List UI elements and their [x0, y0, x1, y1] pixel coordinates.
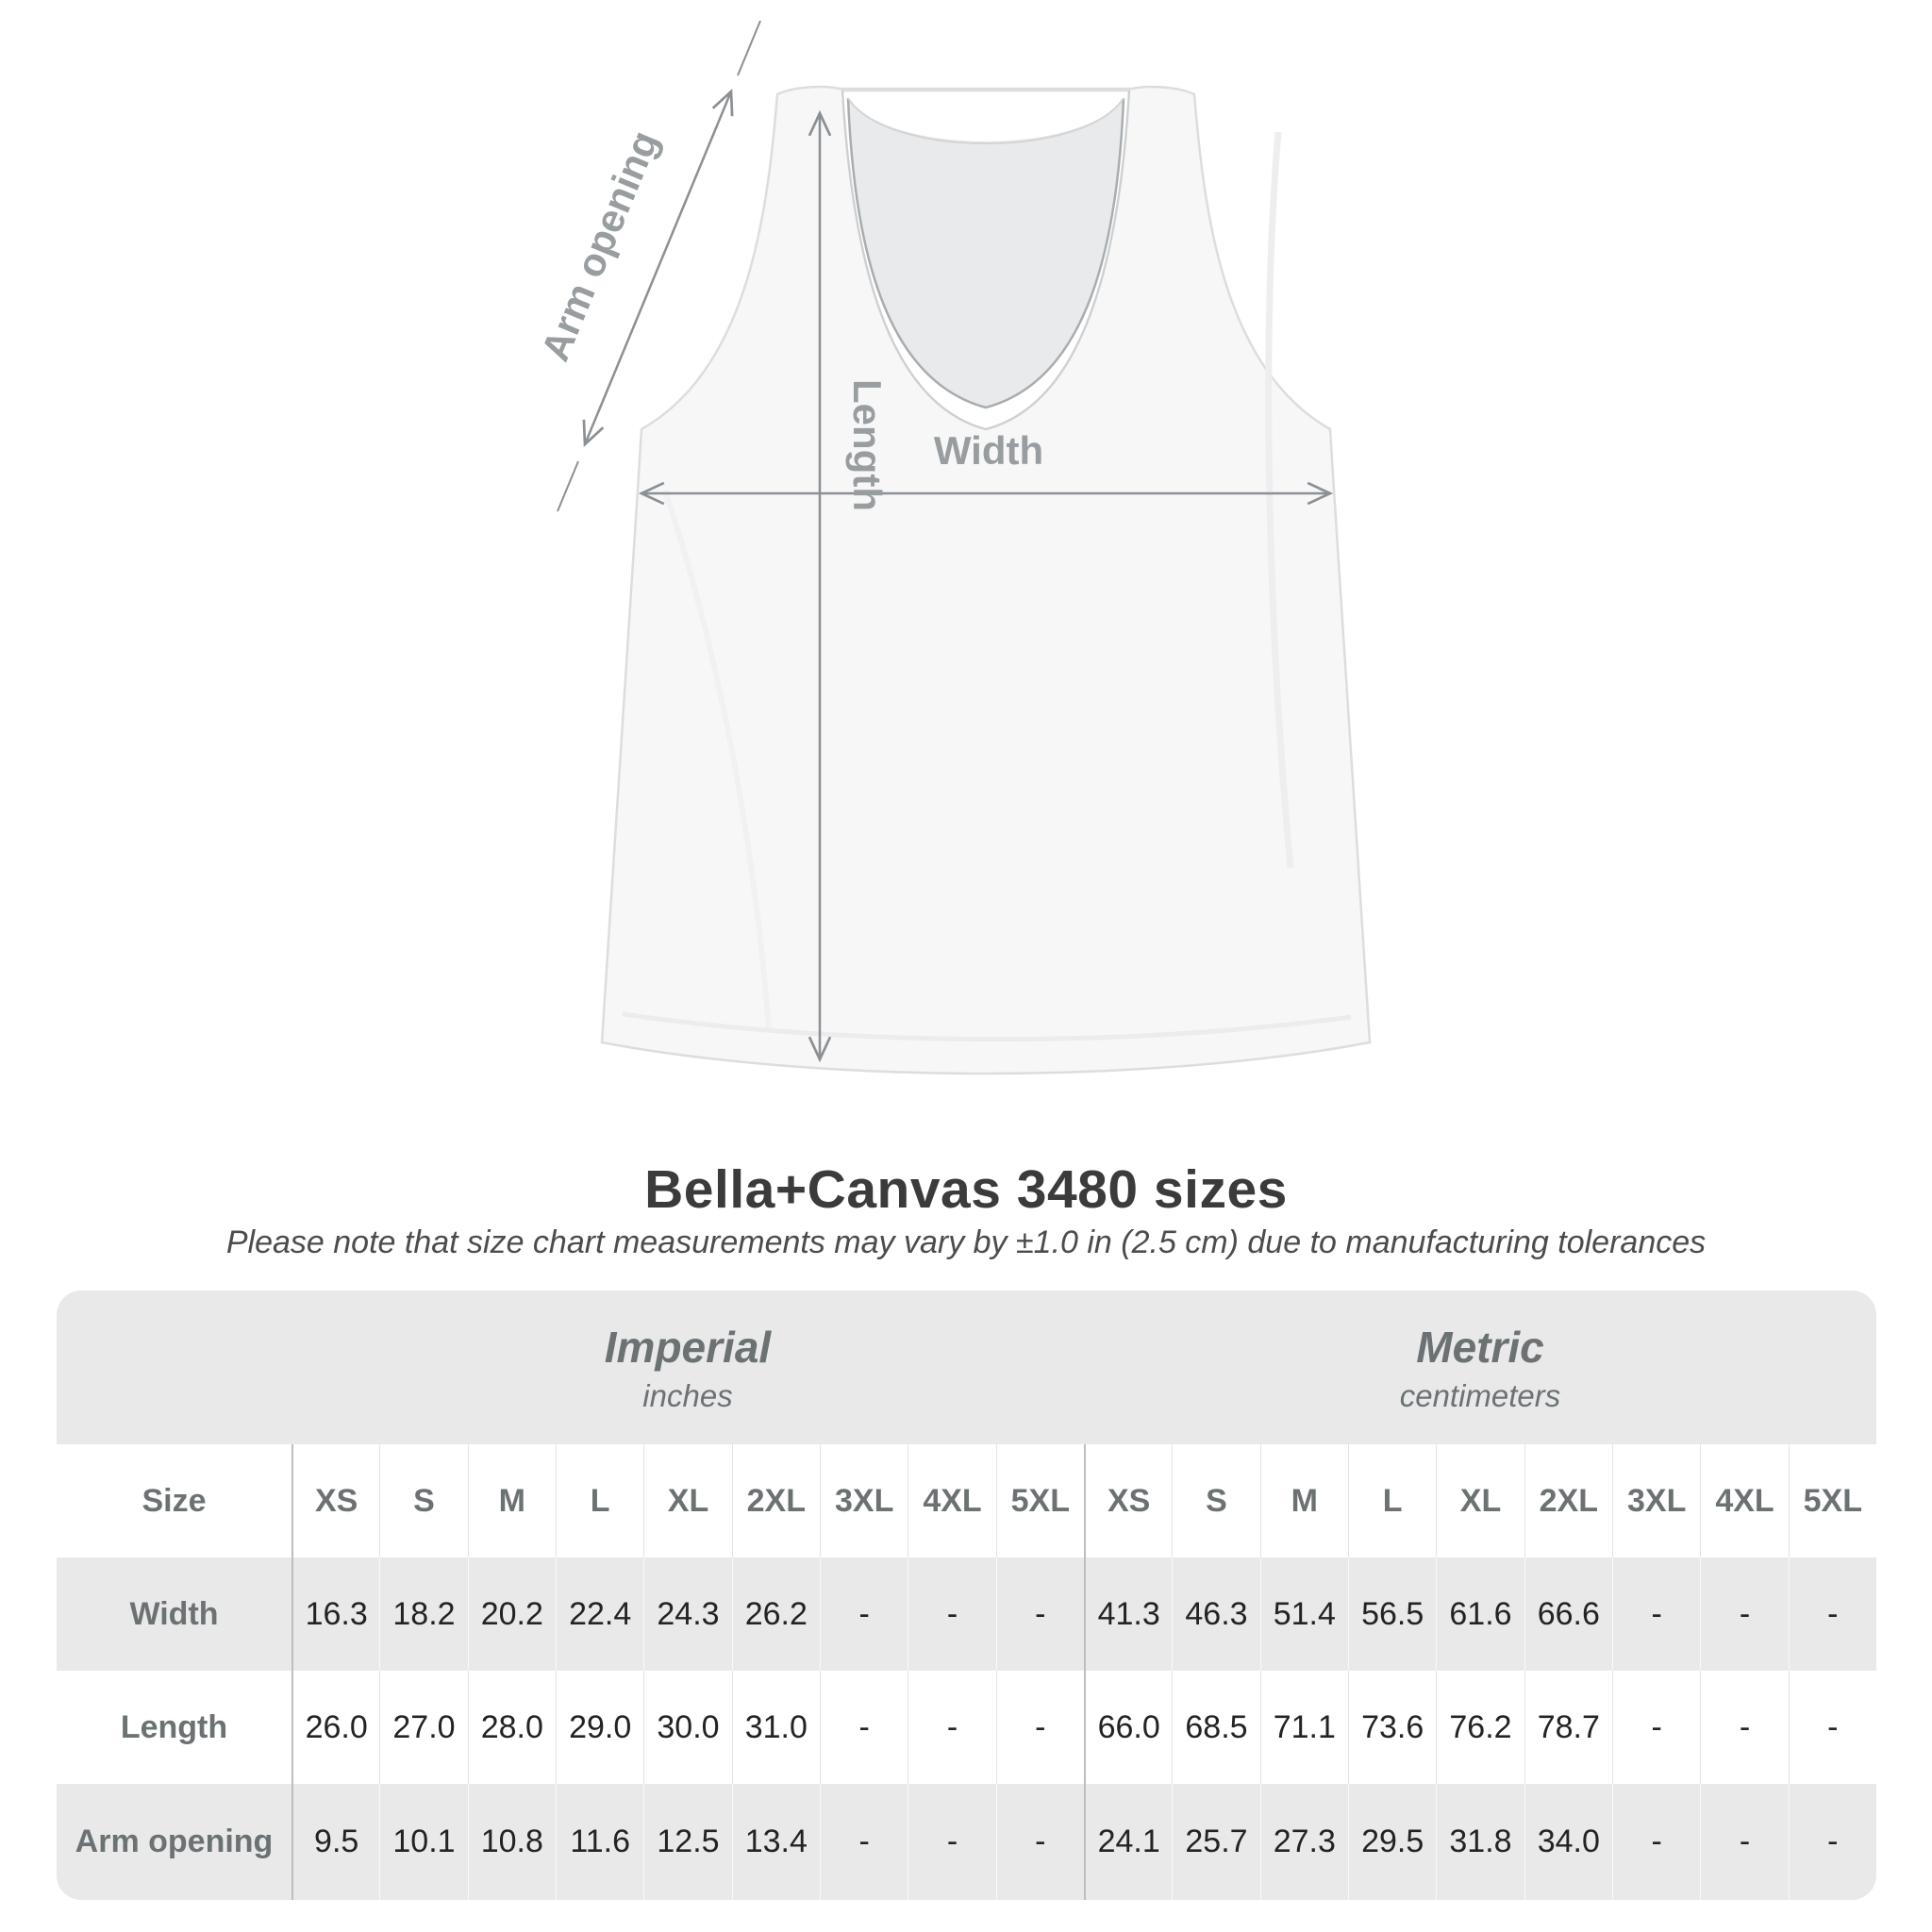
cell-value: 28.0 [468, 1671, 556, 1784]
cell-value: 22.4 [556, 1557, 643, 1671]
cell-value: 73.6 [1348, 1671, 1436, 1784]
size-header-metric-xs: XS [1084, 1444, 1172, 1557]
cell-value: - [996, 1671, 1084, 1784]
cell-value: 18.2 [379, 1557, 467, 1671]
cell-value: 31.0 [732, 1671, 820, 1784]
cell-value: 68.5 [1172, 1671, 1259, 1784]
cell-value: 76.2 [1436, 1671, 1524, 1784]
cell-value: 26.0 [291, 1671, 379, 1784]
cell-value: 10.8 [468, 1784, 556, 1900]
size-header-imperial-m: M [468, 1444, 556, 1557]
cell-value: 29.5 [1348, 1784, 1436, 1900]
cell-value: 24.3 [643, 1557, 731, 1671]
unit-header-band [57, 1291, 1876, 1444]
cell-value: 10.1 [379, 1784, 467, 1900]
size-header-imperial-2xl: 2XL [732, 1444, 820, 1557]
cell-value: - [1789, 1784, 1876, 1900]
unit-band-spacer [57, 1291, 291, 1444]
cell-value: 66.6 [1524, 1557, 1612, 1671]
cell-value: 29.0 [556, 1671, 643, 1784]
cell-value: - [1789, 1671, 1876, 1784]
cell-value: - [1700, 1671, 1788, 1784]
cell-value: 31.8 [1436, 1784, 1524, 1900]
size-header-imperial-4xl: 4XL [908, 1444, 995, 1557]
arm-opening-label: Arm opening [532, 124, 667, 368]
cell-value: - [908, 1671, 995, 1784]
size-header-metric-xl: XL [1436, 1444, 1524, 1557]
size-header-metric-l: L [1348, 1444, 1436, 1557]
size-header-metric-s: S [1172, 1444, 1259, 1557]
cell-value: 25.7 [1172, 1784, 1259, 1900]
cell-value: 20.2 [468, 1557, 556, 1671]
cell-value: - [820, 1557, 908, 1671]
cell-value: 12.5 [643, 1784, 731, 1900]
imperial-units: inches [642, 1377, 733, 1413]
cell-value: 27.3 [1260, 1784, 1348, 1900]
cell-value: 41.3 [1084, 1557, 1172, 1671]
size-header-metric-2xl: 2XL [1524, 1444, 1612, 1557]
metric-header [1084, 1291, 1876, 1444]
size-header-imperial-l: L [556, 1444, 643, 1557]
page-title: Bella+Canvas 3480 sizes [644, 1159, 1288, 1220]
cell-value: 16.3 [291, 1557, 379, 1671]
row-label: Arm opening [57, 1784, 291, 1900]
size-header-metric-4xl: 4XL [1700, 1444, 1788, 1557]
metric-label: Metric [1416, 1322, 1544, 1372]
size-header-imperial-s: S [379, 1444, 467, 1557]
cell-value: - [996, 1784, 1084, 1900]
cell-value: - [1612, 1671, 1700, 1784]
cell-value: - [1612, 1784, 1700, 1900]
cell-value: 56.5 [1348, 1557, 1436, 1671]
cell-value: - [820, 1784, 908, 1900]
cell-value: 30.0 [643, 1671, 731, 1784]
size-table [57, 1291, 1876, 1900]
imperial-label: Imperial [604, 1322, 772, 1372]
cell-value: 78.7 [1524, 1671, 1612, 1784]
metric-units: centimeters [1399, 1377, 1561, 1413]
row-label: Length [57, 1671, 291, 1784]
cell-value: 61.6 [1436, 1557, 1524, 1671]
cell-value: 51.4 [1260, 1557, 1348, 1671]
cell-value: - [908, 1784, 995, 1900]
size-header-metric-3xl: 3XL [1612, 1444, 1700, 1557]
row-label: Width [57, 1557, 291, 1671]
cell-value: - [1700, 1557, 1788, 1671]
size-header-imperial-3xl: 3XL [820, 1444, 908, 1557]
size-column-header: Size [57, 1444, 291, 1557]
cell-value: - [1700, 1784, 1788, 1900]
cell-value: 71.1 [1260, 1671, 1348, 1784]
size-header-imperial-xs: XS [291, 1444, 379, 1557]
cell-value: 26.2 [732, 1557, 820, 1671]
size-header-metric-m: M [1260, 1444, 1348, 1557]
size-header-imperial-5xl: 5XL [996, 1444, 1084, 1557]
tank-top-illustration [602, 87, 1370, 1074]
cell-value: - [820, 1671, 908, 1784]
cell-value: 24.1 [1084, 1784, 1172, 1900]
cell-value: - [996, 1557, 1084, 1671]
cell-value: 34.0 [1524, 1784, 1612, 1900]
cell-value: 46.3 [1172, 1557, 1259, 1671]
cell-value: 9.5 [291, 1784, 379, 1900]
cell-value: 11.6 [556, 1784, 643, 1900]
cell-value: 13.4 [732, 1784, 820, 1900]
width-label: Width [933, 428, 1044, 473]
size-header-metric-5xl: 5XL [1789, 1444, 1876, 1557]
cell-value: - [1789, 1557, 1876, 1671]
length-label: Length [845, 379, 890, 511]
tolerance-note: Please note that size chart measurements may vary by ±1.0 in (2.5 cm) due to manufacturing tolerances [225, 1224, 1707, 1260]
size-grid [57, 1444, 1876, 1900]
imperial-header [291, 1291, 1084, 1444]
cell-value: - [908, 1557, 995, 1671]
cell-value: - [1612, 1557, 1700, 1671]
cell-value: 27.0 [379, 1671, 467, 1784]
cell-value: 66.0 [1084, 1671, 1172, 1784]
size-header-imperial-xl: XL [643, 1444, 731, 1557]
